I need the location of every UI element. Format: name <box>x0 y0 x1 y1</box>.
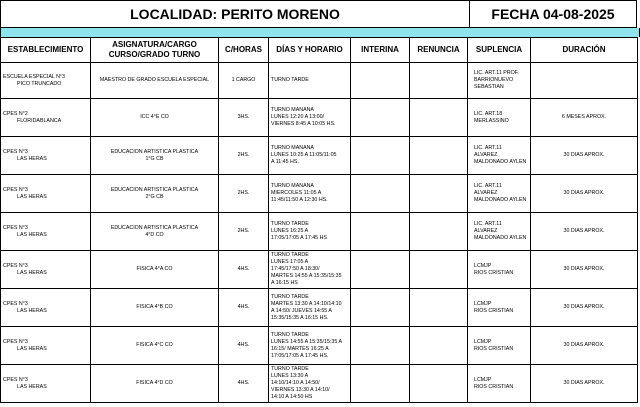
col-suplencia: SUPLENCIA <box>468 38 531 63</box>
suplencia-text: LCMJP RIOS CRISTIAN <box>474 300 514 314</box>
duracion-text: 6 MESES APROX. <box>561 114 607 120</box>
establecimiento-cell <box>1 137 91 175</box>
establecimiento-cell <box>1 251 91 289</box>
suplencia-cell <box>468 63 531 99</box>
interina-cell <box>351 213 410 251</box>
suplencia-cell <box>468 99 531 137</box>
duracion-text: 30 DIAS APROX. <box>563 190 605 196</box>
horas-text: 1 CARGO <box>231 77 256 83</box>
establecimiento-locality: LAS HERAS <box>17 269 47 276</box>
col-interina: INTERINA <box>351 38 410 63</box>
horas-text: 2HS. <box>237 228 250 234</box>
suplencia-cell <box>468 365 531 403</box>
asignatura-text: FISICA 4°B CO <box>136 304 173 310</box>
establecimiento-name: CPES N°3 <box>3 338 28 345</box>
horario-cell <box>269 327 351 365</box>
horas-text: 3HS. <box>237 114 250 120</box>
establecimiento-locality: LAS HERAS <box>17 231 47 238</box>
establecimiento-locality: PICO TRUNCADO <box>17 80 62 87</box>
col-asignatura: ASIGNATURA/CARGO CURSO/GRADO TURNO <box>91 38 219 63</box>
asignatura-cell <box>91 175 219 213</box>
asignatura-cell <box>91 289 219 327</box>
horas-cell <box>219 251 269 289</box>
duracion-text: 30 DIAS APROX. <box>563 266 605 272</box>
interina-cell <box>351 175 410 213</box>
col-establecimiento: ESTABLECIMIENTO <box>1 38 91 63</box>
interina-cell <box>351 63 410 99</box>
establecimiento-name: CPES N°3 <box>3 148 28 155</box>
duracion-cell <box>531 175 638 213</box>
suplencia-text: LIC. ART.11 ALVAREZ MALDONADO AYLEN <box>474 183 527 203</box>
horario-text: TURNO TARDE <box>271 77 309 83</box>
asignatura-text: MAESTRO DE GRADO ESCUELA ESPECIAL <box>99 77 210 83</box>
asignatura-text: FISICA 4°C CO <box>136 342 173 348</box>
establecimiento-cell <box>1 365 91 403</box>
col-horario: DÍAS Y HORARIO <box>269 38 351 63</box>
duracion-cell <box>531 63 638 99</box>
horas-cell <box>219 63 269 99</box>
interina-cell <box>351 251 410 289</box>
renuncia-cell <box>410 63 468 99</box>
establecimiento-name: CPES N°3 <box>3 186 28 193</box>
asignatura-cell <box>91 251 219 289</box>
horas-cell <box>219 99 269 137</box>
horas-text: 4HS. <box>237 342 250 348</box>
table-row <box>1 327 638 365</box>
suplencia-cell <box>468 251 531 289</box>
suplencia-cell <box>468 137 531 175</box>
duracion-text: 30 DIAS APROX. <box>563 228 605 234</box>
horario-text: TURNO TARDE LUNES 13:30 A 14:10/14:10 A 14:50/ VIERNES 13:30 A 14:10/ 14:10 A 14:50 HS <box>271 366 330 400</box>
horario-text: TURNO TARDE MARTES 13:30 A 14:10/14:10 A 14:50/ JUEVES 14:55 A 15:35/15:35 A 16:15 HS. <box>271 293 342 321</box>
asignatura-cell <box>91 327 219 365</box>
suplencia-text: LCMJP RIOS CRISTIAN <box>474 338 514 352</box>
horario-text: TURNO TARDE LUNES 16:25 A 17:05/17:05 A 17:45 HS <box>271 221 327 241</box>
table-row <box>1 289 638 327</box>
suplencia-cell <box>468 289 531 327</box>
suplencia-text: LIC. ART.11 ALVAREZ MALDONADO AYLEN <box>474 221 527 241</box>
establecimiento-locality: LAS HERAS <box>17 383 47 390</box>
horario-cell <box>269 99 351 137</box>
duracion-cell <box>531 289 638 327</box>
horas-cell <box>219 213 269 251</box>
horario-cell <box>269 137 351 175</box>
interina-cell <box>351 365 410 403</box>
horario-cell <box>269 63 351 99</box>
renuncia-cell <box>410 99 468 137</box>
interina-cell <box>351 137 410 175</box>
horario-cell <box>269 251 351 289</box>
horas-text: 2HS. <box>237 152 250 158</box>
asignatura-text: FISICA 4°A CO <box>136 266 173 272</box>
duracion-text: 30 DIAS APROX. <box>563 152 605 158</box>
establecimiento-locality: FLORIDABLANCA <box>17 117 62 124</box>
duracion-cell <box>531 365 638 403</box>
horas-cell <box>219 289 269 327</box>
establecimiento-locality: LAS HERAS <box>17 345 47 352</box>
duracion-cell <box>531 327 638 365</box>
horario-cell <box>269 213 351 251</box>
interina-cell <box>351 99 410 137</box>
horario-text: TURNO TARDE LUNES 14:55 A 15:35/15:35 A 16:15/ MARTES 16:25 A 17:05/17:05 A 17:45 HS. <box>271 331 342 359</box>
horas-text: 4HS. <box>237 266 250 272</box>
suplencia-text: LCMJP RIOS CRISTIAN <box>474 262 514 276</box>
asignatura-text: ICC 4°E CO <box>140 114 169 120</box>
table-row <box>1 213 638 251</box>
horario-cell <box>269 289 351 327</box>
establecimiento-cell <box>1 63 91 99</box>
suplencia-text: LIC. ART.11 ALVAREZ MALDONADO AYLEN <box>474 145 527 165</box>
establecimiento-cell <box>1 327 91 365</box>
cyan-separator <box>0 28 640 37</box>
establecimiento-name: CPES N°3 <box>3 224 28 231</box>
asignatura-cell <box>91 213 219 251</box>
interina-cell <box>351 289 410 327</box>
interina-cell <box>351 327 410 365</box>
duracion-text: 30 DIAS APROX. <box>563 342 605 348</box>
horas-text: 4HS. <box>237 380 250 386</box>
table-row <box>1 251 638 289</box>
establecimiento-locality: LAS HERAS <box>17 193 47 200</box>
col-horas: C/HORAS <box>219 38 269 63</box>
table-row <box>1 365 638 403</box>
fecha-title: FECHA 04-08-2025 <box>469 0 637 28</box>
establecimiento-cell <box>1 289 91 327</box>
col-duracion: DURACIÓN <box>531 38 638 63</box>
table-row <box>1 63 638 99</box>
horas-cell <box>219 327 269 365</box>
establecimiento-cell <box>1 175 91 213</box>
horario-text: TURNO MAÑANA LUNES 10:25 A 11:05/11:05 A 11:45 HS. <box>271 145 337 165</box>
establecimiento-name: ESCUELA ESPECIAL N°3 <box>3 73 65 80</box>
establecimiento-locality: LAS HERAS <box>17 307 47 314</box>
duracion-cell <box>531 137 638 175</box>
horario-cell <box>269 175 351 213</box>
suplencia-cell <box>468 175 531 213</box>
table-row <box>1 137 638 175</box>
horas-text: 2HS. <box>237 190 250 196</box>
asignatura-cell <box>91 137 219 175</box>
asignatura-cell <box>91 365 219 403</box>
duracion-text: 30 DIAS APROX. <box>563 380 605 386</box>
duracion-cell <box>531 213 638 251</box>
horas-cell <box>219 175 269 213</box>
renuncia-cell <box>410 327 468 365</box>
asignatura-cell <box>91 63 219 99</box>
suplencia-text: LIC. ART.11 PROF. BARRIONUEVO SEBASTIAN <box>474 70 519 90</box>
establecimiento-name: CPES N°3 <box>3 300 28 307</box>
suplencia-cell <box>468 327 531 365</box>
establecimiento-name: CPES N°2 <box>3 110 28 117</box>
renuncia-cell <box>410 137 468 175</box>
horario-cell <box>269 365 351 403</box>
horario-text: TURNO MAÑANA LUNES 12:20 A 13:00/ VIERNES 8:45 A 10:05 HS. <box>271 107 336 127</box>
renuncia-cell <box>410 213 468 251</box>
horas-cell <box>219 365 269 403</box>
asignatura-text: EDUCACION ARTISTICA PLASTICA 1°G CB <box>110 148 199 162</box>
header-row <box>1 38 638 63</box>
suplencia-text: LIC. ART.18 MERLASSINO <box>474 110 509 124</box>
horario-text: TURNO MAÑANA MIERCOLES 11:05 A 11:45/11:50 A 12:30 HS. <box>271 183 328 203</box>
asignatura-text: FISICA 4°D CO <box>136 380 173 386</box>
table-row <box>1 175 638 213</box>
vacancy-table <box>0 37 638 403</box>
table-row <box>1 99 638 137</box>
horas-text: 4HS. <box>237 304 250 310</box>
asignatura-cell <box>91 99 219 137</box>
establecimiento-cell <box>1 213 91 251</box>
col-renuncia: RENUNCIA <box>410 38 468 63</box>
suplencia-cell <box>468 213 531 251</box>
duracion-cell <box>531 99 638 137</box>
asignatura-text: EDUCACION ARTISTICA PLASTICA 4°D CO <box>110 224 199 238</box>
establecimiento-cell <box>1 99 91 137</box>
suplencia-text: LCMJP RIOS CRISTIAN <box>474 376 514 390</box>
establecimiento-name: CPES N°3 <box>3 376 28 383</box>
renuncia-cell <box>410 251 468 289</box>
duracion-cell <box>531 251 638 289</box>
establecimiento-locality: LAS HERAS <box>17 155 47 162</box>
renuncia-cell <box>410 175 468 213</box>
establecimiento-name: CPES N°3 <box>3 262 28 269</box>
horas-cell <box>219 137 269 175</box>
asignatura-text: EDUCACION ARTISTICA PLASTICA 2°G CB <box>110 186 199 200</box>
renuncia-cell <box>410 289 468 327</box>
localidad-title: LOCALIDAD: PERITO MORENO <box>0 0 470 28</box>
duracion-text: 30 DIAS APROX. <box>563 304 605 310</box>
horario-text: TURNO TARDE LUNES 17:05 A 17:45/17:50 A 18:30/ MARTES 14:55 A 15:35/15:35 A 16:15 HS <box>271 252 342 286</box>
renuncia-cell <box>410 365 468 403</box>
